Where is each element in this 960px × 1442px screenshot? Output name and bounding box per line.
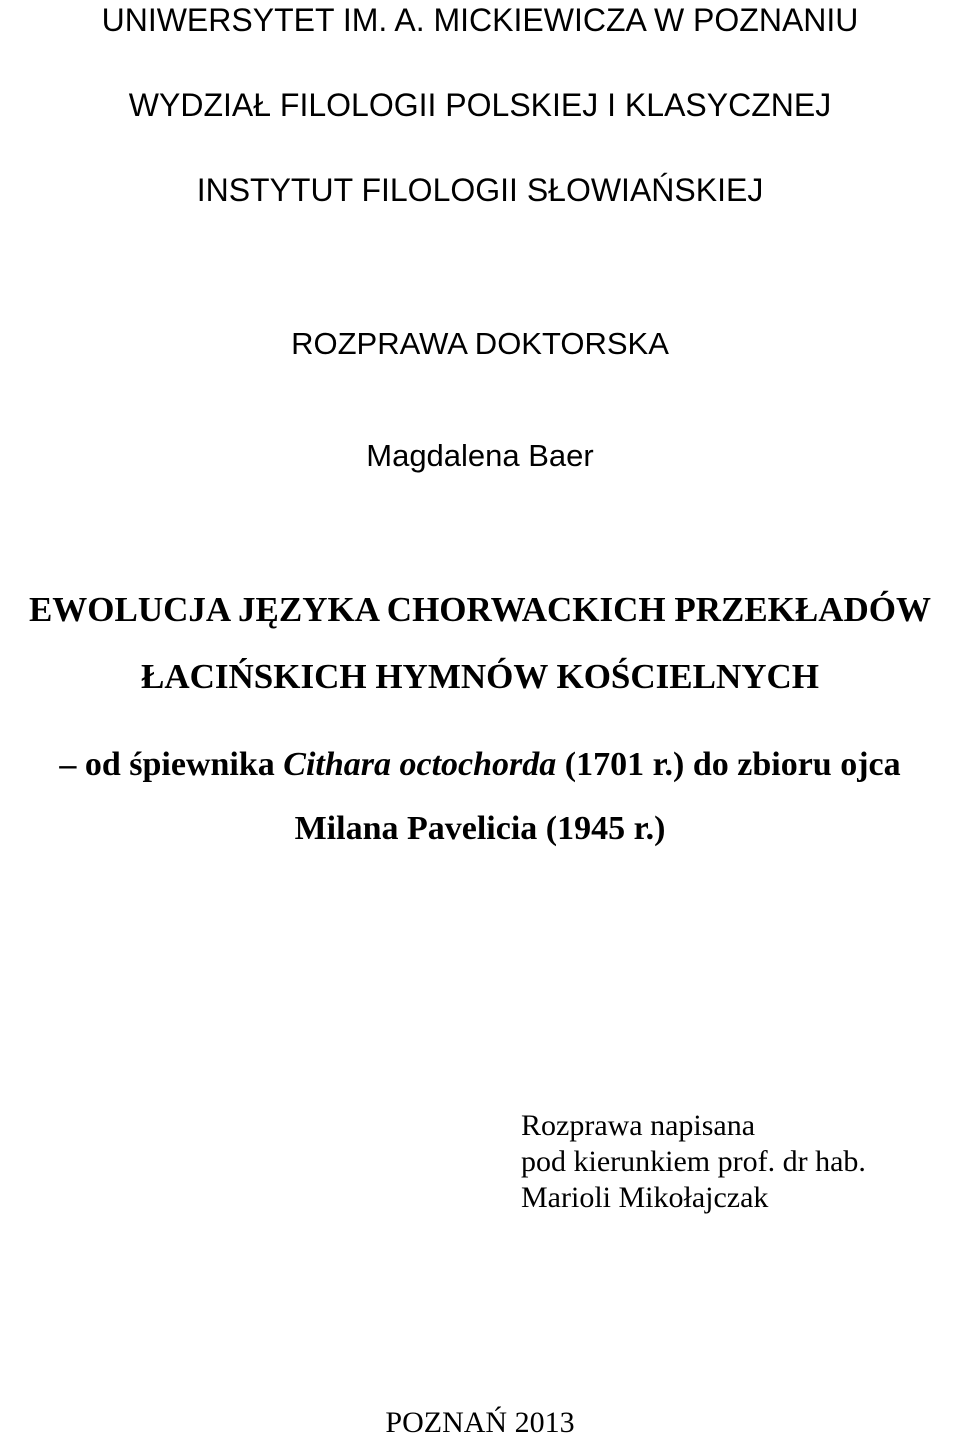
thesis-title-line-1: EWOLUCJA JĘZYKA CHORWACKICH PRZEKŁADÓW	[28, 590, 932, 629]
subtitle-work-title: Cithara octochorda	[283, 746, 557, 783]
subtitle-suffix: (1701 r.) do zbioru ojca	[556, 746, 901, 783]
institute-name: INSTYTUT FILOLOGII SŁOWIAŃSKIEJ	[196, 172, 764, 208]
subtitle-prefix: – od śpiewnika	[59, 746, 284, 783]
supervisor-line-1: Rozprawa napisana	[521, 1109, 756, 1142]
author-name: Magdalena Baer	[366, 438, 594, 473]
supervisor-line-3: Marioli Mikołajczak	[521, 1181, 769, 1214]
document-type: ROZPRAWA DOKTORSKA	[291, 326, 669, 361]
supervisor-line-2: pod kierunkiem prof. dr hab.	[521, 1145, 866, 1178]
faculty-name: WYDZIAŁ FILOLOGII POLSKIEJ I KLASYCZNEJ	[128, 87, 832, 123]
place-and-year: POZNAŃ 2013	[385, 1406, 575, 1439]
thesis-title-line-2: ŁACIŃSKICH HYMNÓW KOŚCIELNYCH	[140, 657, 820, 696]
thesis-subtitle-line-1	[0, 748, 960, 782]
thesis-subtitle-line-2: Milana Pavelicia (1945 r.)	[294, 810, 666, 847]
university-name: UNIWERSYTET IM. A. MICKIEWICZA W POZNANIU	[101, 2, 859, 38]
supervisor-block	[521, 1108, 866, 1216]
